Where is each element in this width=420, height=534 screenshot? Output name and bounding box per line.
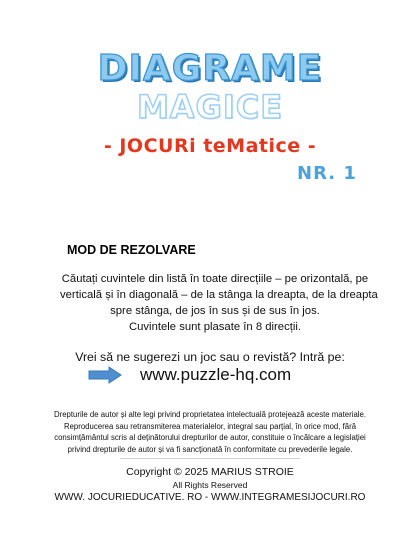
instructions-line: Căutați cuvintele din listă în toate direcțiile – pe orizontală, pe xyxy=(61,273,369,285)
instructions-line: Cuvintele sunt plasate în 8 direcții. xyxy=(128,321,302,333)
legal-line: Drepturile de autor și alte legi privind proprietatea intelectuală protejează aceste materiale. xyxy=(53,410,367,419)
copyright-line: Copyright © 2025 MARIUS STROIE xyxy=(126,466,294,478)
suggestion-prompt: Vrei să ne sugerezi un joc sau o revistă? Intră pe: xyxy=(75,350,345,364)
legal-line: consimțământul scris al deținătorului drepturilor de autor, constituie o încălcare a legislației xyxy=(54,433,366,442)
website-link[interactable]: www.puzzle-hq.com xyxy=(140,365,292,384)
instructions-heading: MOD DE REZOLVARE xyxy=(67,243,196,257)
divider xyxy=(120,458,300,459)
title-line-2: MAGICE xyxy=(136,88,284,126)
legal-line: Reproducerea sau retransmiterea materialelor, integral sau parțial, în orice mod, fără xyxy=(63,421,357,431)
instructions-line: verticală și în diagonală – de la stânga la dreapta, de la dreapta xyxy=(60,289,378,301)
title-line-1: DIAGRAME xyxy=(97,48,323,89)
issue-number: NR. 1 xyxy=(297,163,357,184)
website-links[interactable]: WWW. JOCURIEDUCATIVE. RO - WWW.INTEGRAMESIJOCURI.RO xyxy=(54,492,366,503)
right-arrow-icon xyxy=(88,366,122,384)
instructions-text xyxy=(60,271,378,335)
instructions-line: spre stânga, de jos în sus și de sus în jos. xyxy=(110,305,320,317)
subtitle: - JOCURi teMatice - xyxy=(103,135,317,157)
rights-line: All Rights Reserved xyxy=(172,480,248,490)
copyright-notice xyxy=(20,409,400,455)
legal-line: privind drepturile de autor și va fi sancționată în conformitate cu prevederile legale. xyxy=(67,444,353,454)
